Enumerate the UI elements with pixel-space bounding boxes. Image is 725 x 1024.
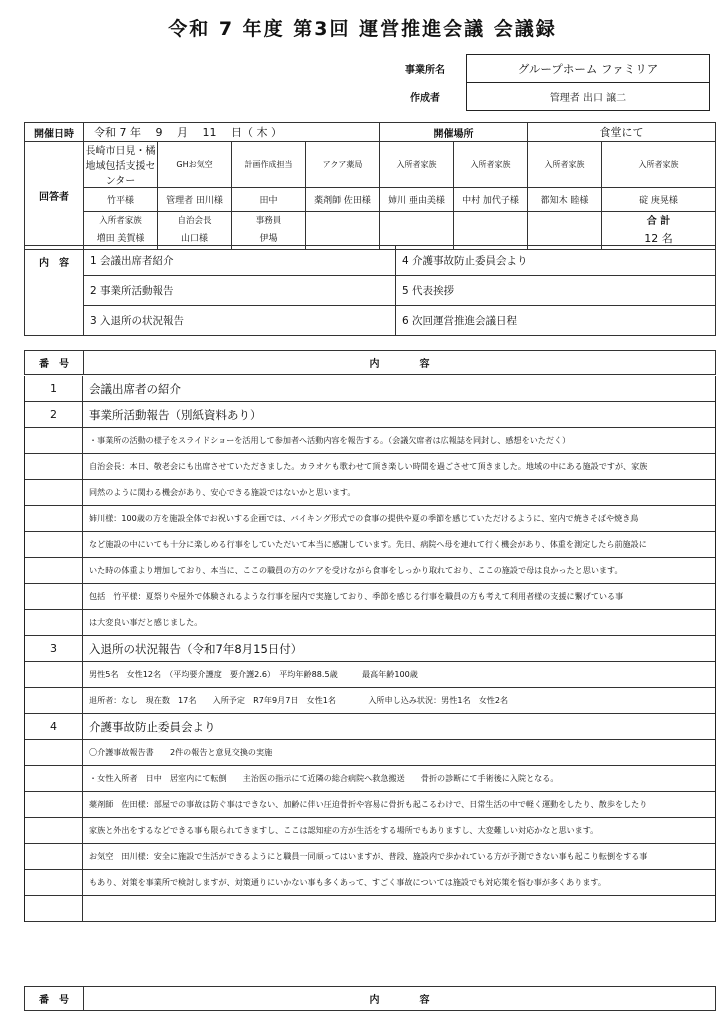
date-value: 令和 7 年 9 月 11 日（ 木 ） xyxy=(84,123,380,142)
table-row xyxy=(25,454,715,480)
place-value: 食堂にて xyxy=(528,123,716,142)
row-text: 〇介護事故報告書 2件の報告と意見交換の実施 xyxy=(89,747,273,757)
resp-head: 入所者家族 xyxy=(528,142,602,188)
office-value: グループホーム ファミリア xyxy=(467,55,710,83)
section-content-header: 内 容 xyxy=(84,351,716,375)
agenda-label: 内 容 xyxy=(25,246,84,336)
author-value: 管理者 出口 譲二 xyxy=(467,83,710,111)
row-number xyxy=(25,688,83,713)
row-number xyxy=(25,662,83,687)
table-row xyxy=(25,558,715,584)
table-row xyxy=(25,688,715,714)
row-text: 薬剤師 佐田様：部屋での事故は防ぐ事はできない、加齢に伴い圧迫骨折や容易に骨折も起こるわけで、日常生活の中で軽く運動をしたり、散歩をしたり xyxy=(89,799,648,809)
row-number: 3 xyxy=(25,636,83,661)
table-row xyxy=(25,376,715,402)
total-value: 12 名 xyxy=(602,227,716,249)
row-text: など施設の中にいても十分に楽しめる行事をしていただいて本当に感謝しています。先日、病院へ母を連れて行く機会があり、体重を測定したら前施設に xyxy=(89,539,647,549)
table-row xyxy=(25,428,715,454)
table-row xyxy=(25,792,715,818)
agenda-item: 2 事業所活動報告 xyxy=(84,276,396,306)
agenda-item: 5 代表挨拶 xyxy=(396,276,716,306)
row-text: いた時の体重より増加しており、本当に、ここの職員の方のケアを受けながら食事をしっかり取れており、ここの施設で母は良かったと思います。 xyxy=(89,565,623,575)
office-author-table xyxy=(384,54,710,111)
table-row xyxy=(25,662,715,688)
resp-value: 伊場 xyxy=(232,227,306,249)
row-text: 家族と外出をするなどできる事も限られてきますし、ここは認知症の方が生活をする場所でもありますし、大変難しい対応かなと思います。 xyxy=(89,825,599,835)
office-label: 事業所名 xyxy=(405,65,445,76)
footer-content-header: 内 容 xyxy=(84,987,716,1011)
table-row xyxy=(25,636,715,662)
resp-value: 碇 庚晃様 xyxy=(602,188,716,212)
table-row xyxy=(25,740,715,766)
table-row xyxy=(25,870,715,896)
table-row xyxy=(25,766,715,792)
row-number xyxy=(25,428,83,453)
row-number xyxy=(25,896,83,921)
resp-value: 田中 xyxy=(232,188,306,212)
row-text: 姉川様：100歳の方を施設全体でお祝いする企画では、バイキング形式での食事の提供や夏の季節を感じていただけるように、室内で焼きそばや焼き鳥 xyxy=(89,513,639,523)
table-row xyxy=(25,506,715,532)
table-row xyxy=(25,402,715,428)
table-row xyxy=(25,896,715,922)
agenda-item: 6 次回運営推進会議日程 xyxy=(396,306,716,336)
footer-num-header: 番 号 xyxy=(25,987,84,1011)
resp-value: 姉川 亜由美様 xyxy=(380,188,454,212)
row-number xyxy=(25,792,83,817)
section-header xyxy=(24,350,716,375)
row-text: 自治会長：本日、敬老会にも出席させていただきました。カラオケも歌わせて頂き楽しい時間を過ごさせて頂きました。地域の中にある施設ですが、家族 xyxy=(89,461,648,471)
resp-head: 長崎市日見・橘地域包括支援センター xyxy=(84,142,158,188)
resp-value: 薬剤師 佐田様 xyxy=(306,188,380,212)
resp-value: 増田 美賀様 xyxy=(84,227,158,249)
row-text: 入退所の状況報告（令和7年8月15日付） xyxy=(89,641,303,656)
row-number xyxy=(25,532,83,557)
meeting-table xyxy=(24,122,716,250)
resp-head: GHお気空 xyxy=(158,142,232,188)
agenda-item: 1 会議出席者紹介 xyxy=(84,246,396,276)
row-text: は大変良い事だと感じました。 xyxy=(89,617,203,627)
resp-head: 入所者家族 xyxy=(84,212,158,228)
row-text: ・事業所の活動の様子をスライドショーを活用して参加者へ活動内容を報告する。（会議欠席者は広報誌を同封し、感想をいただく） xyxy=(89,435,571,445)
table-row xyxy=(25,584,715,610)
resp-head: 事務員 xyxy=(232,212,306,228)
row-text: 同然のように関わる機会があり、安心できる施設ではないかと思います。 xyxy=(89,487,356,497)
resp-value: 竹平様 xyxy=(84,188,158,212)
resp-head: 入所者家族 xyxy=(454,142,528,188)
place-label: 開催場所 xyxy=(380,123,528,142)
row-number xyxy=(25,740,83,765)
row-text: 事業所活動報告（別紙資料あり） xyxy=(89,407,262,422)
row-number xyxy=(25,480,83,505)
footer-header xyxy=(24,986,716,1011)
resp-value: 都知木 睦様 xyxy=(528,188,602,212)
row-number: 1 xyxy=(25,376,83,401)
resp-head: 計画作成担当 xyxy=(232,142,306,188)
resp-value: 管理者 田川様 xyxy=(158,188,232,212)
row-text: 退所者：なし 現在数 17名 入所予定 R7年9月7日 女性1名 入所申し込み状況：男性1名 女性2名 xyxy=(89,695,509,705)
resp-value: 山口様 xyxy=(158,227,232,249)
row-number xyxy=(25,558,83,583)
row-text: 男性5名 女性12名 （平均要介護度 要介護2.6） 平均年齢88.5歳 最高年齢100歳 xyxy=(89,669,418,679)
row-text: 包括 竹平様：夏祭りや屋外で体験されるような行事を屋内で実施しており、季節を感じる行事を職員の方も考えて利用者様の支援に繋げている事 xyxy=(89,591,624,601)
resp-value: 中村 加代子様 xyxy=(454,188,528,212)
table-row xyxy=(25,480,715,506)
table-row xyxy=(25,532,715,558)
row-number xyxy=(25,766,83,791)
total-label: 合 計 xyxy=(602,212,716,228)
row-number xyxy=(25,506,83,531)
date-label: 開催日時 xyxy=(25,123,84,142)
table-row xyxy=(25,844,715,870)
row-text: お気空 田川様：安全に施設で生活ができるようにと職員一同頑ってはいますが、普段、施設内で歩かれている方が予測できない事も起こり転倒をする事 xyxy=(89,851,648,861)
agenda-item: 4 介護事故防止委員会より xyxy=(396,246,716,276)
row-number xyxy=(25,844,83,869)
row-number xyxy=(25,584,83,609)
agenda-table xyxy=(24,245,716,336)
row-number xyxy=(25,610,83,635)
row-text: ・女性入所者 日中 居室内にて転倒 主治医の指示にて近隣の総合病院へ救急搬送 骨折の診断にて手術後に入院となる。 xyxy=(89,773,559,783)
row-text: もあり、対策を事業所で検討しますが、対策通りにいかない事も多くあって、すごく事故については施設でも対応策を悩む事が多くあります。 xyxy=(89,877,606,887)
row-number: 2 xyxy=(25,402,83,427)
page-title: 令和 7 年度 第3回 運営推進会議 会議録 xyxy=(168,18,557,40)
row-text: 会議出席者の紹介 xyxy=(89,381,181,396)
row-number: 4 xyxy=(25,714,83,739)
row-number xyxy=(25,454,83,479)
section-num-header: 番 号 xyxy=(25,351,84,375)
resp-head: 入所者家族 xyxy=(602,142,716,188)
row-text: 介護事故防止委員会より xyxy=(89,719,216,734)
table-row xyxy=(25,714,715,740)
resp-head: アクア薬局 xyxy=(306,142,380,188)
table-row xyxy=(25,818,715,844)
table-row xyxy=(25,610,715,636)
resp-head: 入所者家族 xyxy=(380,142,454,188)
agenda-item: 3 入退所の状況報告 xyxy=(84,306,396,336)
author-label: 作成者 xyxy=(410,93,440,104)
respondents-label: 回答者 xyxy=(25,142,84,250)
row-number xyxy=(25,870,83,895)
row-number xyxy=(25,818,83,843)
resp-head: 自治会長 xyxy=(158,212,232,228)
content-rows xyxy=(24,376,716,922)
